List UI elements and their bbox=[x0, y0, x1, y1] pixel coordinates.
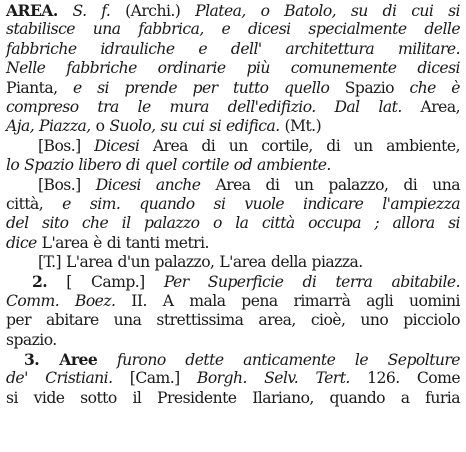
term: Area, bbox=[401, 97, 460, 116]
part-of-speech: S. f. bbox=[72, 2, 111, 20]
definition-text: e sim. quando si vuole indicare l'ampiezza bbox=[62, 194, 461, 213]
definition-text: Suolo, su cui si edifica. bbox=[109, 117, 280, 136]
entry-line: lo Spazio libero di quel cortile od ambiente. bbox=[6, 156, 331, 175]
sense-number: 3. bbox=[24, 350, 40, 370]
entry-line bbox=[6, 98, 460, 117]
source-abbreviation: [ Camp.] bbox=[47, 273, 164, 292]
entry-line bbox=[6, 137, 460, 156]
definition-text: compreso tra le mura dell'edifizio. Dal lat. bbox=[6, 97, 402, 116]
entry-line: [T.] L'area d'un palazzo, L'area della piazza. bbox=[38, 253, 363, 272]
citation-source: Comm. Boez. bbox=[6, 291, 116, 310]
sense-number: 2. bbox=[32, 272, 48, 292]
entry-line: del sito che il palazzo o la città occupa ; allora si bbox=[6, 214, 460, 233]
definition-text: furono dette anticamente le Sepolture bbox=[97, 351, 460, 370]
definition-text: che è bbox=[394, 78, 460, 97]
entry-line: stabilisce una fabbrica, e dicesi specialmente delle bbox=[6, 20, 460, 39]
headword: AREA. bbox=[6, 1, 58, 20]
entry-line bbox=[6, 195, 460, 214]
definition-text: o bbox=[90, 117, 110, 136]
definition-text: L'area è di tanti metri. bbox=[36, 233, 209, 252]
source-abbreviation: [Bos.] bbox=[38, 136, 95, 155]
definition-text: Dicesi anche bbox=[95, 175, 201, 194]
definition-text: città, bbox=[6, 194, 63, 213]
entry-line: fabbriche idrauliche e dell' architettura militare. bbox=[6, 39, 460, 58]
entry-line bbox=[6, 79, 460, 98]
entry-line: si vide sotto il Presidente Ilariano, quando a furia bbox=[6, 388, 460, 407]
source-abbreviation: [Bos.] bbox=[38, 175, 96, 194]
source-abbreviation: [Cam.] bbox=[112, 369, 197, 388]
entry-line: spazio. bbox=[6, 330, 57, 349]
definition-text: e si prende per tutto quello bbox=[57, 78, 345, 97]
term: Pianta, bbox=[6, 78, 58, 97]
entry-line: Nelle fabbriche ordinarie più comunemente dicesi bbox=[6, 59, 460, 78]
entry-line bbox=[6, 272, 460, 291]
entry-line bbox=[6, 369, 460, 388]
entry-line bbox=[6, 292, 460, 311]
term: Aree bbox=[39, 350, 98, 370]
entry-line bbox=[6, 350, 460, 369]
definition-text: Per Superficie di terra abitabile. bbox=[163, 273, 460, 292]
entry-line: per abitare una strettissima area, cioè, uno picciolo bbox=[6, 311, 460, 330]
definition-text: dice bbox=[6, 233, 37, 252]
entry-line bbox=[6, 234, 460, 253]
entry-line bbox=[6, 176, 460, 195]
definition-text: Area di un cortile, di un ambiente, bbox=[139, 136, 460, 155]
citation-source: Borgh. Selv. Tert. bbox=[196, 369, 350, 388]
entry-line bbox=[6, 1, 460, 20]
term: Spazio bbox=[344, 78, 395, 97]
definition-text: Area di un palazzo, di una bbox=[200, 175, 460, 194]
citation-text: 126. Come bbox=[349, 369, 461, 388]
definition-text: Dicesi bbox=[94, 136, 140, 155]
field-abbreviation: (Archi.) bbox=[125, 2, 181, 20]
entry-line bbox=[6, 117, 460, 136]
definition-text: de' Cristiani. bbox=[6, 369, 113, 388]
source-abbreviation: (Mt.) bbox=[279, 117, 322, 136]
definition-text: Aja, Piazza, bbox=[6, 117, 91, 136]
definition-text: Platea, o Batolo, su di cui si bbox=[195, 2, 460, 20]
citation-text: II. A mala pena rimarrà agli uomini bbox=[115, 291, 460, 310]
